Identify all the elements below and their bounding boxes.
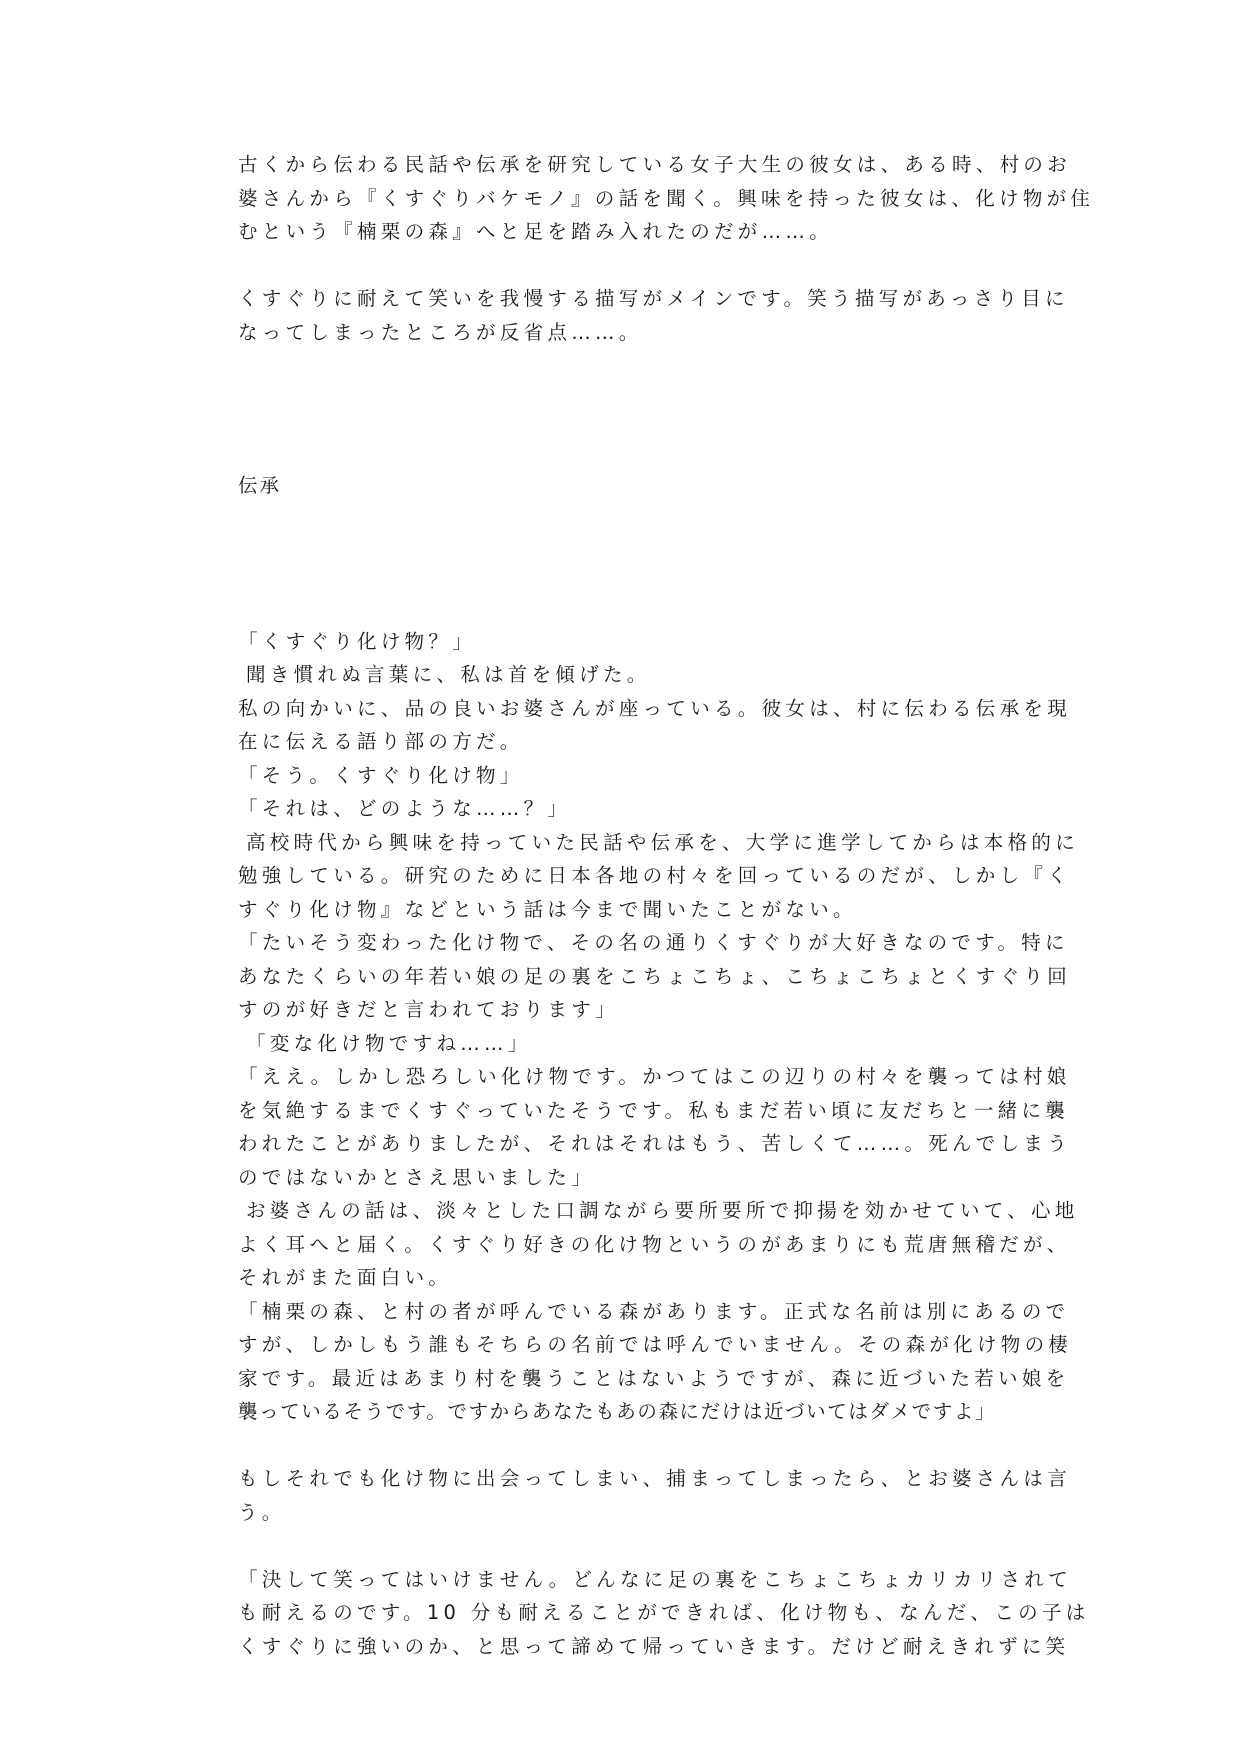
body-line: 「楠栗の森、と村の者が呼んでいる森があります。正式な名前は別にあるので (238, 1299, 1070, 1323)
body-line: それがまた面白い。 (238, 1266, 453, 1289)
body-line: 「決して笑ってはいけません。どんなに足の裏をこちょこちょカリカリされて (238, 1567, 1072, 1591)
body-line: 勉強している。研究のために日本各地の村々を回っているのだが、しかし『く (238, 864, 1072, 887)
synopsis-line: 古くから伝わる民話や伝承を研究している女子大生の彼女は、ある時、村のお (238, 153, 1072, 176)
body-line: お婆さんの話は、淡々とした口調ながら要所要所で抑揚を効かせていて、心地 (246, 1199, 1079, 1222)
body-line: 「たいそう変わった化け物で、その名の通りくすぐりが大好きなのです。特に (238, 931, 1069, 954)
body-line: すが、しかしもう誰もそちらの名前では呼んでいません。その森が化け物の棲 (238, 1333, 1073, 1356)
body-block-3 (238, 1563, 1090, 1664)
body-line: くすぐりに強いのか、と思って諦めて帰っていきます。だけど耐えきれずに笑 (238, 1634, 1070, 1658)
body-line: も耐えるのです。10 分も耐えることができれば、化け物も、なんだ、この子は (238, 1601, 1090, 1624)
body-line: われたことがありましたが、それはそれはもう、苦しくて……。死んでしまう (238, 1132, 1072, 1155)
body-line: 「それは、どのような……？」 (238, 797, 572, 820)
synopsis-line: むという『楠栗の森』へと足を踏み入れたのだが……。 (238, 220, 833, 243)
body-line: を気絶するまでくすぐっていたそうです。私もまだ若い頃に友だちと一緒に襲 (238, 1098, 1070, 1122)
body-line: あなたくらいの年若い娘の足の裏をこちょこちょ、こちょこちょとくすぐり回 (238, 964, 1072, 988)
body-line: 高校時代から興味を持っていた民話や伝承を、大学に進学してからは本格的に (246, 830, 1080, 854)
body-line: すぐり化け物』などという話は今まで聞いたことがない。 (238, 897, 857, 921)
body-line: 聞き慣れぬ言葉に、私は首を傾げた。 (246, 663, 651, 686)
note-line: なってしまったところが反省点……。 (238, 320, 643, 344)
body-line: う。 (238, 1500, 286, 1524)
body-line: 「そう。くすぐり化け物」 (238, 763, 524, 787)
body-line: よく耳へと届く。くすぐり好きの化け物というのがあまりにも荒唐無稽だが、 (238, 1232, 1071, 1256)
body-line: もしそれでも化け物に出会ってしまい、捕まってしまったら、とお婆さんは言 (238, 1467, 1072, 1490)
body-line: 在に伝える語り部の方だ。 (238, 730, 524, 753)
body-line: 私の向かいに、品の良いお婆さんが座っている。彼女は、村に伝わる伝承を現 (238, 696, 1071, 720)
body-line: 家です。最近はあまり村を襲うことはないようですが、森に近づいた若い娘を (238, 1366, 1070, 1390)
body-block-2 (238, 1462, 1072, 1529)
body-line: 「変な化け物ですね……」 (246, 1031, 532, 1055)
note-line: くすぐりに耐えて笑いを我慢する描写がメインです。笑う描写があっさり目に (238, 287, 1069, 310)
body-line: のではないかとさえ思いました」 (238, 1165, 596, 1189)
author-note (238, 282, 1069, 349)
synopsis-line: 婆さんから『くすぐりバケモノ』の話を聞く。興味を持った彼女は、化け物が住 (238, 186, 1095, 210)
body-line: すのが好きだと言われております」 (238, 998, 619, 1021)
body-line: 襲っているそうです。ですからあなたもあの森にだけは近づいてはダメですよ」 (238, 1400, 997, 1423)
body-line: 「くすぐり化け物？」 (238, 629, 477, 653)
synopsis (238, 148, 1095, 249)
document-page (238, 148, 1095, 1663)
body-block-1 (238, 625, 1080, 1429)
chapter-title: 伝承 (238, 474, 282, 497)
body-line: 「ええ。しかし恐ろしい化け物です。かつてはこの辺りの村々を襲っては村娘 (238, 1065, 1071, 1088)
